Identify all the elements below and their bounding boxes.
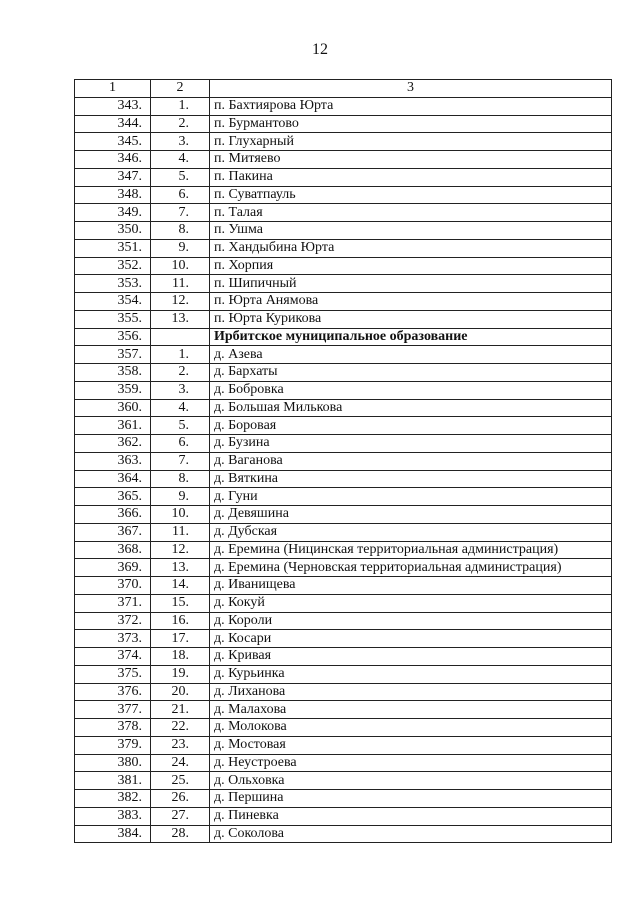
row-number: 351. <box>75 239 151 257</box>
table-row <box>75 435 612 453</box>
row-subnumber: 22. <box>151 719 210 737</box>
table-row <box>75 364 612 382</box>
table-row <box>75 683 612 701</box>
row-subnumber: 11. <box>151 275 210 293</box>
row-number: 353. <box>75 275 151 293</box>
settlement-name: д. Першина <box>210 790 612 808</box>
row-number: 361. <box>75 417 151 435</box>
row-number: 374. <box>75 648 151 666</box>
row-subnumber: 2. <box>151 115 210 133</box>
settlement-name: д. Малахова <box>210 701 612 719</box>
settlement-name: д. Еремина (Черновская территориальная администрация) <box>210 559 612 577</box>
row-number: 360. <box>75 399 151 417</box>
row-number: 373. <box>75 630 151 648</box>
settlement-name: д. Девяшина <box>210 506 612 524</box>
table-row <box>75 648 612 666</box>
settlement-name: п. Хорпия <box>210 257 612 275</box>
row-subnumber: 12. <box>151 293 210 311</box>
row-number: 370. <box>75 577 151 595</box>
table-row <box>75 452 612 470</box>
row-number: 367. <box>75 523 151 541</box>
row-number: 356. <box>75 328 151 346</box>
settlement-name: д. Вяткина <box>210 470 612 488</box>
settlement-name: п. Бахтиярова Юрта <box>210 97 612 115</box>
row-subnumber: 8. <box>151 222 210 240</box>
table-row <box>75 222 612 240</box>
table-row <box>75 736 612 754</box>
settlement-name: д. Боровая <box>210 417 612 435</box>
table-row <box>75 807 612 825</box>
table-row <box>75 470 612 488</box>
table-row <box>75 151 612 169</box>
row-number: 369. <box>75 559 151 577</box>
row-number: 345. <box>75 133 151 151</box>
row-subnumber: 28. <box>151 825 210 843</box>
table-row <box>75 754 612 772</box>
row-number: 383. <box>75 807 151 825</box>
row-number: 378. <box>75 719 151 737</box>
row-number: 355. <box>75 310 151 328</box>
row-number: 372. <box>75 612 151 630</box>
row-subnumber: 26. <box>151 790 210 808</box>
table-row <box>75 275 612 293</box>
settlement-name: п. Юрта Курикова <box>210 310 612 328</box>
table-row <box>75 204 612 222</box>
settlement-name: д. Азева <box>210 346 612 364</box>
section-row <box>75 328 612 346</box>
settlement-name: д. Дубская <box>210 523 612 541</box>
table-row <box>75 346 612 364</box>
row-subnumber: 12. <box>151 541 210 559</box>
row-number: 375. <box>75 665 151 683</box>
row-number: 354. <box>75 293 151 311</box>
row-number: 384. <box>75 825 151 843</box>
table-row <box>75 186 612 204</box>
settlement-name: п. Бурмантово <box>210 115 612 133</box>
row-subnumber: 18. <box>151 648 210 666</box>
row-subnumber: 15. <box>151 594 210 612</box>
row-number: 364. <box>75 470 151 488</box>
row-number: 379. <box>75 736 151 754</box>
table-row <box>75 381 612 399</box>
row-subnumber: 6. <box>151 435 210 453</box>
table-row <box>75 523 612 541</box>
row-subnumber: 20. <box>151 683 210 701</box>
row-subnumber: 2. <box>151 364 210 382</box>
row-subnumber: 21. <box>151 701 210 719</box>
row-number: 381. <box>75 772 151 790</box>
row-number: 377. <box>75 701 151 719</box>
table-row <box>75 825 612 843</box>
row-subnumber: 10. <box>151 257 210 275</box>
row-subnumber: 27. <box>151 807 210 825</box>
table-row <box>75 612 612 630</box>
column-header-name: 3 <box>210 80 612 98</box>
row-number: 349. <box>75 204 151 222</box>
row-number: 347. <box>75 168 151 186</box>
row-number: 368. <box>75 541 151 559</box>
row-subnumber: 3. <box>151 381 210 399</box>
settlement-name: д. Бузина <box>210 435 612 453</box>
table-row <box>75 559 612 577</box>
row-subnumber: 13. <box>151 559 210 577</box>
row-number: 362. <box>75 435 151 453</box>
row-subnumber: 5. <box>151 168 210 186</box>
table-row <box>75 772 612 790</box>
row-subnumber: 3. <box>151 133 210 151</box>
table-row <box>75 257 612 275</box>
table-row <box>75 506 612 524</box>
settlement-name: д. Курьинка <box>210 665 612 683</box>
settlement-name: д. Соколова <box>210 825 612 843</box>
row-subnumber: 7. <box>151 204 210 222</box>
table-row <box>75 417 612 435</box>
table-row <box>75 168 612 186</box>
settlement-name: д. Кривая <box>210 648 612 666</box>
settlement-name: д. Косари <box>210 630 612 648</box>
settlement-name: д. Мостовая <box>210 736 612 754</box>
table-row <box>75 630 612 648</box>
settlement-name: д. Еремина (Ницинская территориальная администрация) <box>210 541 612 559</box>
row-number: 344. <box>75 115 151 133</box>
row-subnumber: 24. <box>151 754 210 772</box>
table-row <box>75 293 612 311</box>
section-title: Ирбитское муниципальное образование <box>210 328 612 346</box>
row-subnumber: 4. <box>151 151 210 169</box>
table-row <box>75 577 612 595</box>
table-header-row <box>75 80 612 98</box>
row-subnumber: 9. <box>151 488 210 506</box>
settlement-name: п. Ушма <box>210 222 612 240</box>
row-subnumber: 19. <box>151 665 210 683</box>
row-subnumber: 7. <box>151 452 210 470</box>
table-row <box>75 541 612 559</box>
column-header-subnumber: 2 <box>151 80 210 98</box>
table-row <box>75 701 612 719</box>
table-row <box>75 310 612 328</box>
row-number: 380. <box>75 754 151 772</box>
row-subnumber <box>151 328 210 346</box>
settlement-name: д. Кокуй <box>210 594 612 612</box>
settlement-name: д. Бархаты <box>210 364 612 382</box>
row-number: 359. <box>75 381 151 399</box>
row-subnumber: 11. <box>151 523 210 541</box>
row-subnumber: 23. <box>151 736 210 754</box>
row-number: 365. <box>75 488 151 506</box>
settlement-name: п. Юрта Анямова <box>210 293 612 311</box>
settlement-name: п. Талая <box>210 204 612 222</box>
settlement-name: д. Гуни <box>210 488 612 506</box>
settlement-name: д. Пиневка <box>210 807 612 825</box>
settlement-name: д. Молокова <box>210 719 612 737</box>
row-subnumber: 14. <box>151 577 210 595</box>
settlement-name: д. Бобровка <box>210 381 612 399</box>
row-number: 382. <box>75 790 151 808</box>
settlement-name: д. Иванищева <box>210 577 612 595</box>
table-row <box>75 399 612 417</box>
settlement-name: п. Суватпауль <box>210 186 612 204</box>
settlement-name: д. Короли <box>210 612 612 630</box>
settlement-name: д. Ольховка <box>210 772 612 790</box>
settlement-name: п. Пакина <box>210 168 612 186</box>
table-row <box>75 488 612 506</box>
row-subnumber: 8. <box>151 470 210 488</box>
settlement-name: п. Хандыбина Юрта <box>210 239 612 257</box>
settlement-name: п. Глухарный <box>210 133 612 151</box>
settlement-name: д. Большая Милькова <box>210 399 612 417</box>
row-subnumber: 1. <box>151 346 210 364</box>
page-number: 12 <box>312 41 328 58</box>
table-body <box>75 80 612 843</box>
row-number: 358. <box>75 364 151 382</box>
row-subnumber: 5. <box>151 417 210 435</box>
row-number: 346. <box>75 151 151 169</box>
table-row <box>75 133 612 151</box>
table-row <box>75 790 612 808</box>
row-subnumber: 1. <box>151 97 210 115</box>
row-subnumber: 13. <box>151 310 210 328</box>
table-row <box>75 115 612 133</box>
row-number: 357. <box>75 346 151 364</box>
table-row <box>75 97 612 115</box>
table-row <box>75 719 612 737</box>
table-row <box>75 665 612 683</box>
row-number: 366. <box>75 506 151 524</box>
settlement-name: п. Шипичный <box>210 275 612 293</box>
settlements-table <box>74 79 612 843</box>
row-number: 343. <box>75 97 151 115</box>
column-header-number: 1 <box>75 80 151 98</box>
settlement-name: д. Неустроева <box>210 754 612 772</box>
row-subnumber: 16. <box>151 612 210 630</box>
row-subnumber: 9. <box>151 239 210 257</box>
row-number: 371. <box>75 594 151 612</box>
row-subnumber: 10. <box>151 506 210 524</box>
row-subnumber: 4. <box>151 399 210 417</box>
row-number: 363. <box>75 452 151 470</box>
table-row <box>75 239 612 257</box>
settlement-name: д. Лиханова <box>210 683 612 701</box>
row-subnumber: 25. <box>151 772 210 790</box>
row-number: 376. <box>75 683 151 701</box>
row-number: 352. <box>75 257 151 275</box>
settlement-name: п. Митяево <box>210 151 612 169</box>
row-subnumber: 17. <box>151 630 210 648</box>
table-row <box>75 594 612 612</box>
settlement-name: д. Ваганова <box>210 452 612 470</box>
row-number: 350. <box>75 222 151 240</box>
row-subnumber: 6. <box>151 186 210 204</box>
row-number: 348. <box>75 186 151 204</box>
